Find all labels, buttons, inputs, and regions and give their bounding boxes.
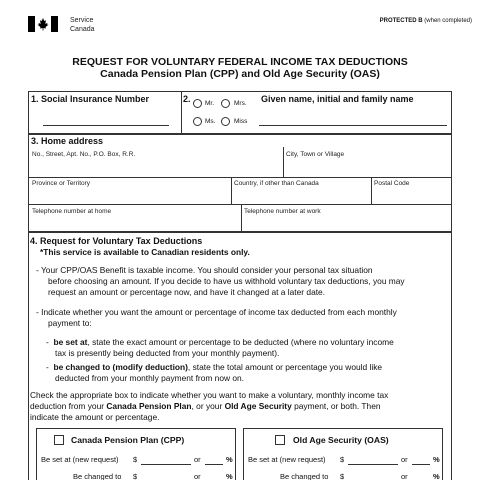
oas-set-amount-field[interactable] (348, 464, 398, 465)
divider (29, 204, 451, 205)
oas-set-dollar: $ (340, 455, 345, 464)
divider (241, 204, 242, 231)
divider (181, 92, 182, 133)
bullet-change-to-line-2: deducted from your monthly payment from now on. (55, 373, 244, 383)
oas-set-or: or (401, 455, 408, 464)
cpp-set-percent-field[interactable] (205, 464, 223, 465)
title-label-mr: Mr. (205, 100, 215, 107)
cpp-change-label: Be changed to (73, 472, 122, 480)
cpp-set-percent: % (226, 455, 233, 464)
protected-label: PROTECTED B (when completed) (379, 18, 472, 24)
title-label-ms: Ms. (205, 118, 216, 125)
identity-section (28, 91, 452, 134)
paragraph-1-line-2: before choosing an amount. If you decide to have us withhold voluntary tax deductions, you may (48, 276, 405, 286)
section-4-label: 4. Request for Voluntary Tax Deductions (30, 236, 203, 246)
section-1-label: 1. Social Insurance Number (31, 94, 150, 104)
name-field[interactable] (259, 125, 447, 126)
cpp-set-or: or (194, 455, 201, 464)
paragraph-2-line-1: - Indicate whether you want the amount or percentage of income tax deducted from each monthly (36, 307, 397, 317)
title-label-mrs: Mrs. (234, 100, 247, 107)
title-radio-miss[interactable] (221, 117, 230, 126)
divider (231, 177, 232, 204)
paragraph-2-line-2: payment to: (48, 318, 92, 328)
oas-change-label: Be changed to (280, 472, 329, 480)
residents-note: *This service is available to Canadian residents only. (40, 247, 250, 257)
section-3-label: 3. Home address (31, 136, 104, 146)
city-label: City, Town or Village (286, 151, 345, 158)
cpp-checkbox[interactable] (54, 435, 64, 445)
title-radio-mr[interactable] (193, 99, 202, 108)
oas-change-dollar: $ (340, 472, 345, 480)
country-label: Country, if other than Canada (234, 180, 319, 187)
oas-set-percent-field[interactable] (412, 464, 430, 465)
home-phone-label: Telephone number at home (32, 208, 112, 215)
section-2-number: 2. (183, 94, 191, 104)
bullet-set-at-line-2: tax is presently being deducted from your monthly payment). (55, 348, 280, 358)
divider (371, 177, 372, 204)
cpp-title: Canada Pension Plan (CPP) (71, 435, 185, 445)
divider (29, 177, 451, 178)
cpp-box (36, 428, 236, 480)
title-label-miss: Miss (234, 118, 248, 125)
oas-set-percent: % (433, 455, 440, 464)
cpp-change-dollar: $ (133, 472, 138, 480)
oas-set-label: Be set at (new request) (248, 455, 326, 464)
oas-change-percent: % (433, 472, 440, 480)
title-radio-ms[interactable] (193, 117, 202, 126)
cpp-set-label: Be set at (new request) (41, 455, 119, 464)
work-phone-label: Telephone number at work (244, 208, 321, 215)
oas-change-or: or (401, 472, 408, 480)
oas-box (243, 428, 443, 480)
divider (283, 147, 284, 177)
paragraph-3-line-3: indicate the amount or percentage. (30, 412, 160, 422)
title-radio-mrs[interactable] (221, 99, 230, 108)
street-label: No., Street, Apt. No., P.O. Box, R.R. (32, 151, 136, 158)
oas-checkbox[interactable] (275, 435, 285, 445)
bullet-set-at: - be set at, state the exact amount or percentage to be deducted (where no voluntary income (46, 337, 394, 347)
cpp-change-percent: % (226, 472, 233, 480)
province-label: Province or Territory (32, 180, 91, 187)
oas-title: Old Age Security (OAS) (293, 435, 389, 445)
cpp-set-dollar: $ (133, 455, 138, 464)
paragraph-1-line-3: request an amount or percentage now, and have it changed at a later date. (48, 287, 326, 297)
sin-field[interactable] (43, 125, 169, 126)
government-header (28, 14, 472, 44)
bullet-change-to: - be changed to (modify deduction), state the total amount or percentage you would like (46, 362, 383, 372)
paragraph-1-line-1: - Your CPP/OAS Benefit is taxable income. You should consider your personal tax situation (36, 265, 373, 275)
section-2-label: Given name, initial and family name (261, 94, 414, 104)
department-name: Service Canada (70, 17, 95, 33)
paragraph-3-line-2: deduction from your Canada Pension Plan, or your Old Age Security payment, or both. Then (30, 401, 381, 411)
paragraph-3-line-1: Check the appropriate box to indicate whether you want to make a voluntary, monthly income tax (30, 390, 389, 400)
address-section (28, 134, 452, 232)
cpp-change-or: or (194, 472, 201, 480)
form-subtitle: Canada Pension Plan (CPP) and Old Age Security (OAS) (100, 68, 380, 80)
form-title: REQUEST FOR VOLUNTARY FEDERAL INCOME TAX DEDUCTIONS (72, 56, 408, 68)
cpp-set-amount-field[interactable] (141, 464, 191, 465)
postal-code-label: Postal Code (374, 180, 410, 187)
canada-flag-icon (28, 16, 58, 32)
